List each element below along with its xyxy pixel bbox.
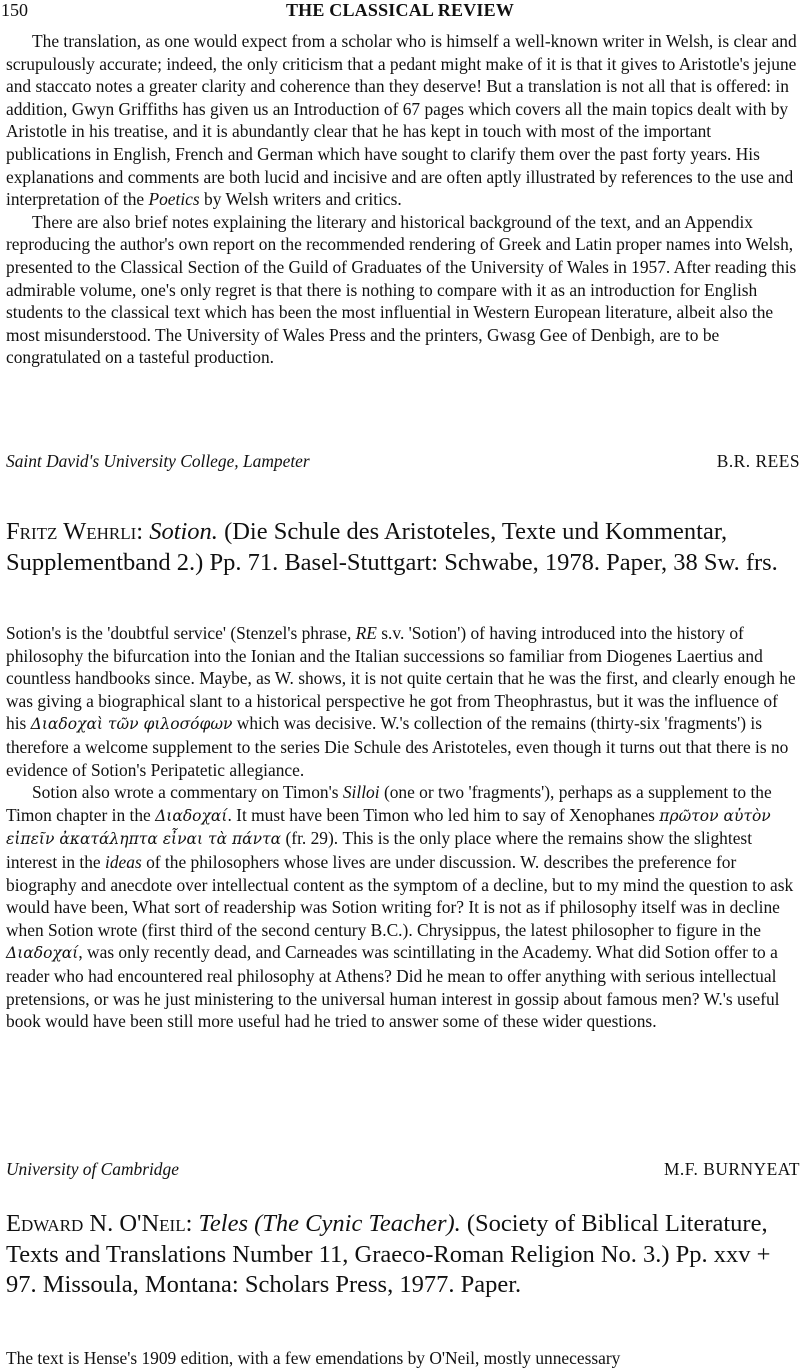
reviewer-name: M.F. BURNYEAT xyxy=(663,1159,800,1179)
book-author: Edward N. O'Neil xyxy=(6,1210,186,1237)
book-details: (Die Schule des Aristoteles, Texte und Kommentar, Supplementband 2.) Pp. 71. Basel-Stuttgart: Schwabe, 1978. Paper, 38 Sw. frs. xyxy=(6,518,778,576)
book-details: (Society of Biblical Literature, Texts and Translations Number 11, Graeco-Roman Religion No. 3.) Pp. xxv + 97. Missoula, Montana: Scholars Press, 1977. Paper. xyxy=(6,1210,771,1298)
review3-paragraph: The text is Hense's 1909 edition, with a few emendations by O'Neil, mostly unnecessary xyxy=(6,1348,621,1368)
reviewer-name: B.R. REES xyxy=(716,451,800,471)
review2-body xyxy=(6,622,800,1033)
running-head: THE CLASSICAL REVIEW xyxy=(285,0,515,20)
book-title: Teles (The Cynic Teacher). xyxy=(198,1210,461,1237)
review2-paragraph: Sotion's is the 'doubtful service' (Stenzel's phrase, RE s.v. 'Sotion') of having introduced into the history of philosophy the bifurcation into the Ionian and the Italian successions so familiar from Diogenes Laertius and countless handbooks since. Maybe, as W. shows, it is not quite certain that he was the first, and clearly enough he was giving a biographical slant to a historical perspective he got from Theophrastus, but it was the influence of his Διαδοχαὶ τῶν φιλοσόφων which was decisive. W.'s collection of the remains (thirty-six 'fragments') is therefore a welcome supplement to the series Die Schule des Aristoteles, even though it turns out that there is no evidence of Sotion's Peripatetic allegiance. xyxy=(6,623,796,780)
review1-paragraph: The translation, as one would expect from a scholar who is himself a well-known writer in Welsh, is clear and scrupulously accurate; indeed, the only criticism that a pedant might make of it is that it gives to Aristotle's jejune and staccato notes a greater clarity and coherence than they deserve! But a translation is not all that is offered: in addition, Gwyn Griffiths has given us an Introduction of 67 pages which covers all the main topics dealt with by Aristotle in his treatise, and it is abundantly clear that he has kept in touch with most of the important publications in English, French and German which have sought to clarify them over the past forty years. His explanations and comments are both lucid and incisive and are often aptly illustrated by references to the use and interpretation of the Poetics by Welsh writers and critics. xyxy=(6,31,797,210)
book-title: Sotion. xyxy=(149,518,218,545)
review2-paragraph: Sotion also wrote a commentary on Timon's Silloi (one or two 'fragments'), perhaps as a supplement to the Timon chapter in the Διαδοχαί. It must have been Timon who led him to say of Xenophanes πρῶτον αὐτὸν εἰπεῖν ἀκατάληπτα εἶναι τὰ πάντα (fr. 29). This is the only place where the remains show the slightest interest in the ideas of the philosophers whose lives are under discussion. W. describes the preference for biography and anecdote over intellectual content as the symptom of a decline, but to my mind the question to ask would have been, What sort of readership was Sotion writing for? It is not as if philosophy itself was in decline when Sotion wrote (first third of the second century B.C.). Chrysippus, the latest philosopher to figure in the Διαδοχαί, was only recently dead, and Carneades was scintillating in the Academy. What did Sotion offer to a reader who had encountered real philosophy at Athens? Did he mean to offer anything with serious intellectual pretensions, or was he just ministering to the universal human interest in gossip about famous men? W.'s useful book would have been still more useful had he tried to answer some of these wider questions. xyxy=(6,782,794,1032)
reviewer-institution: Saint David's University College, Lampeter xyxy=(6,451,310,471)
review1-paragraph: There are also brief notes explaining the literary and historical background of the text, and an Appendix reproducing the author's own report on the recommended rendering of Greek and Latin proper names into Welsh, presented to the Classical Section of the Guild of Graduates of the University of Wales in 1957. After reading this admirable volume, one's only regret is that there is nothing to compare with it as an introduction for English students to the classical text which has been the most influential in Western European literature, albeit also the most misunderstood. The University of Wales Press and the printers, Gwasg Gee of Denbigh, are to be congratulated on a tasteful production. xyxy=(6,211,797,368)
review1-body xyxy=(6,30,800,369)
review3-body xyxy=(6,1347,800,1370)
book-author: Fritz Wehrli xyxy=(6,518,137,545)
review2-signature xyxy=(6,1158,800,1180)
review3-heading: Edward N. O'Neil: Teles (The Cynic Teacher). (Society of Biblical Literature, Texts and Translations Number 11, Graeco-Roman Religion No. 3.) Pp. xxv + 97. Missoula, Montana: Scholars Press, 1977. Paper. xyxy=(6,1210,771,1298)
review1-signature xyxy=(6,450,800,472)
page-number: 150 xyxy=(1,0,28,20)
review2-heading: Fritz Wehrli: Sotion. (Die Schule des Aristoteles, Texte und Kommentar, Supplementband 2.) Pp. 71. Basel-Stuttgart: Schwabe, 1978. Paper, 38 Sw. frs. xyxy=(6,518,778,576)
page-header xyxy=(0,0,800,24)
reviewer-institution: University of Cambridge xyxy=(6,1159,179,1179)
